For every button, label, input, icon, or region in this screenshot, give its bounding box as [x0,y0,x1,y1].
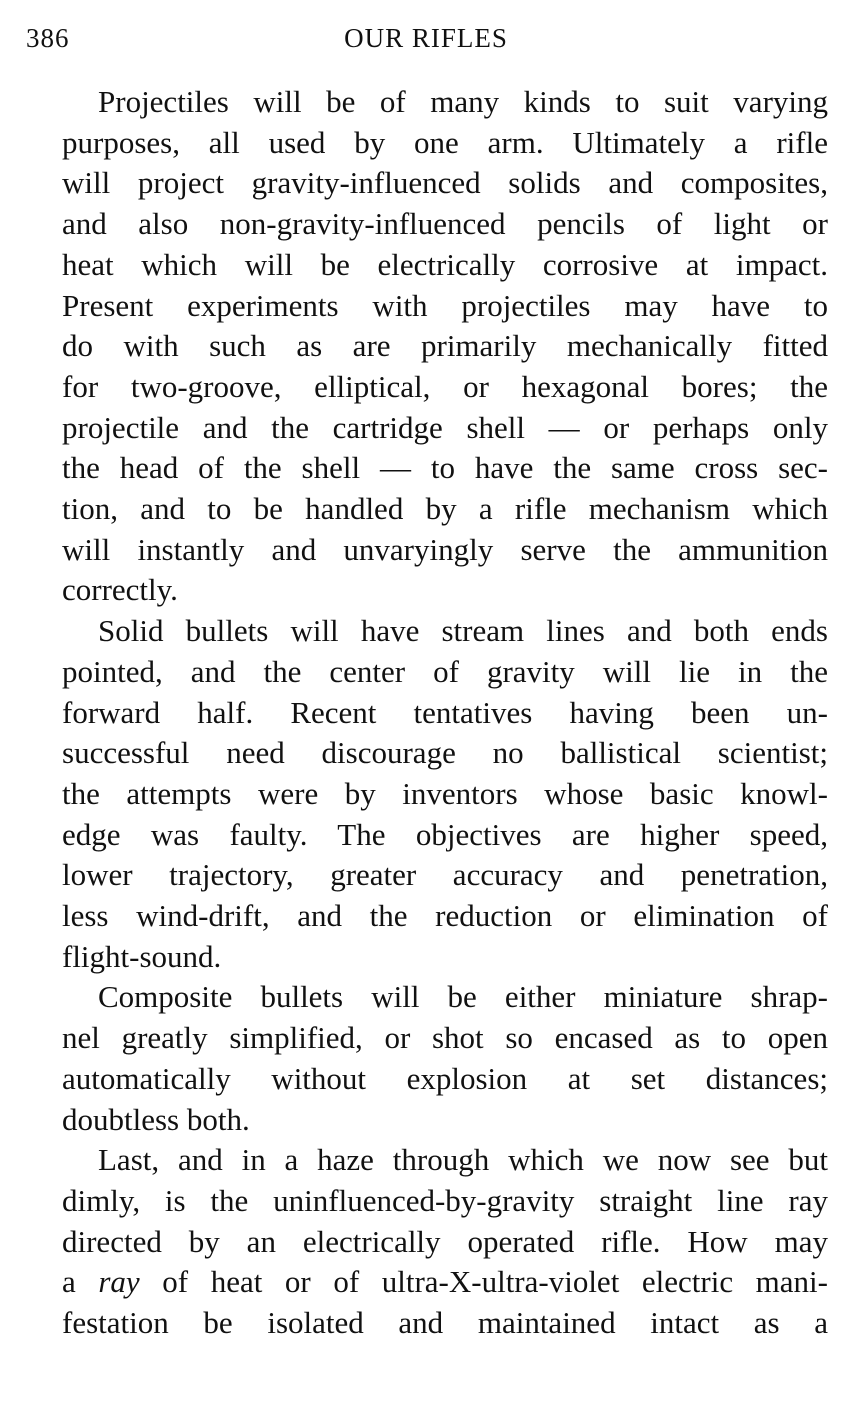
paragraph-composite-bullets [26,977,828,1140]
text-line: do with such as are primarily mechanically fitted [62,328,828,364]
text-line: festation be isolated and maintained intact as a [62,1305,828,1341]
text-line: edge was faulty. The objectives are higher speed, [62,816,828,852]
text-line: tion, and to be handled by a rifle mechanism which [62,491,828,527]
text-line: nel greatly simplified, or shot so encased as to open [62,1020,828,1056]
text-line: the attempts were by inventors whose basic knowl- [62,775,828,811]
paragraph-ray [26,1140,828,1344]
text-line: purposes, all used by one arm. Ultimately a rifle [62,124,828,160]
text-line: doubtless both. [62,1101,250,1137]
text-fragment: of heat or of ultra-X-ultra-violet electric mani- [139,1264,828,1300]
text-line: will instantly and unvaryingly serve the ammunition [62,531,828,567]
text-line: and also non-gravity-influenced pencils of light or [62,206,828,242]
text-line: Last, and in a haze through which we now see but [98,1142,828,1178]
text-line: Solid bullets will have stream lines and both ends [98,613,828,649]
text-line: flight-sound. [62,938,222,974]
text-line: the head of the shell — to have the same cross sec- [62,450,828,486]
text-line: for two-groove, elliptical, or hexagonal bores; the [62,368,828,404]
text-line-with-italic [26,1262,828,1303]
text-line: successful need discourage no ballistical scientist; [62,735,828,771]
text-line: Projectiles will be of many kinds to suit varying [98,84,828,119]
text-line: pointed, and the center of gravity will lie in the [62,653,828,689]
text-line: forward half. Recent tentatives having been un- [62,694,828,730]
paragraph-projectiles [26,82,828,611]
running-title: OUR RIFLES [344,23,508,53]
text-line: correctly. [62,572,178,608]
text-line: dimly, is the uninfluenced-by-gravity straight line ray [62,1182,828,1218]
text-line: lower trajectory, greater accuracy and penetration, [62,857,828,893]
text-line: Present experiments with projectiles may have to [62,287,828,323]
text-line: directed by an electrically operated rifle. How may [62,1223,828,1259]
text-fragment: a [62,1264,99,1300]
body-text [26,82,828,1344]
text-line: will project gravity-influenced solids and composites, [62,165,828,201]
text-line: projectile and the cartridge shell — or perhaps only [62,409,828,445]
running-head [26,20,826,56]
text-line: automatically without explosion at set distances; [62,1060,828,1096]
italic-word-ray: ray [98,1264,140,1300]
page-number: 386 [26,23,70,53]
paragraph-solid-bullets [26,611,828,977]
text-line: Composite bullets will be either miniature shrap- [98,979,828,1015]
text-line: less wind-drift, and the reduction or elimination of [62,898,828,934]
text-line: heat which will be electrically corrosive at impact. [62,246,828,282]
